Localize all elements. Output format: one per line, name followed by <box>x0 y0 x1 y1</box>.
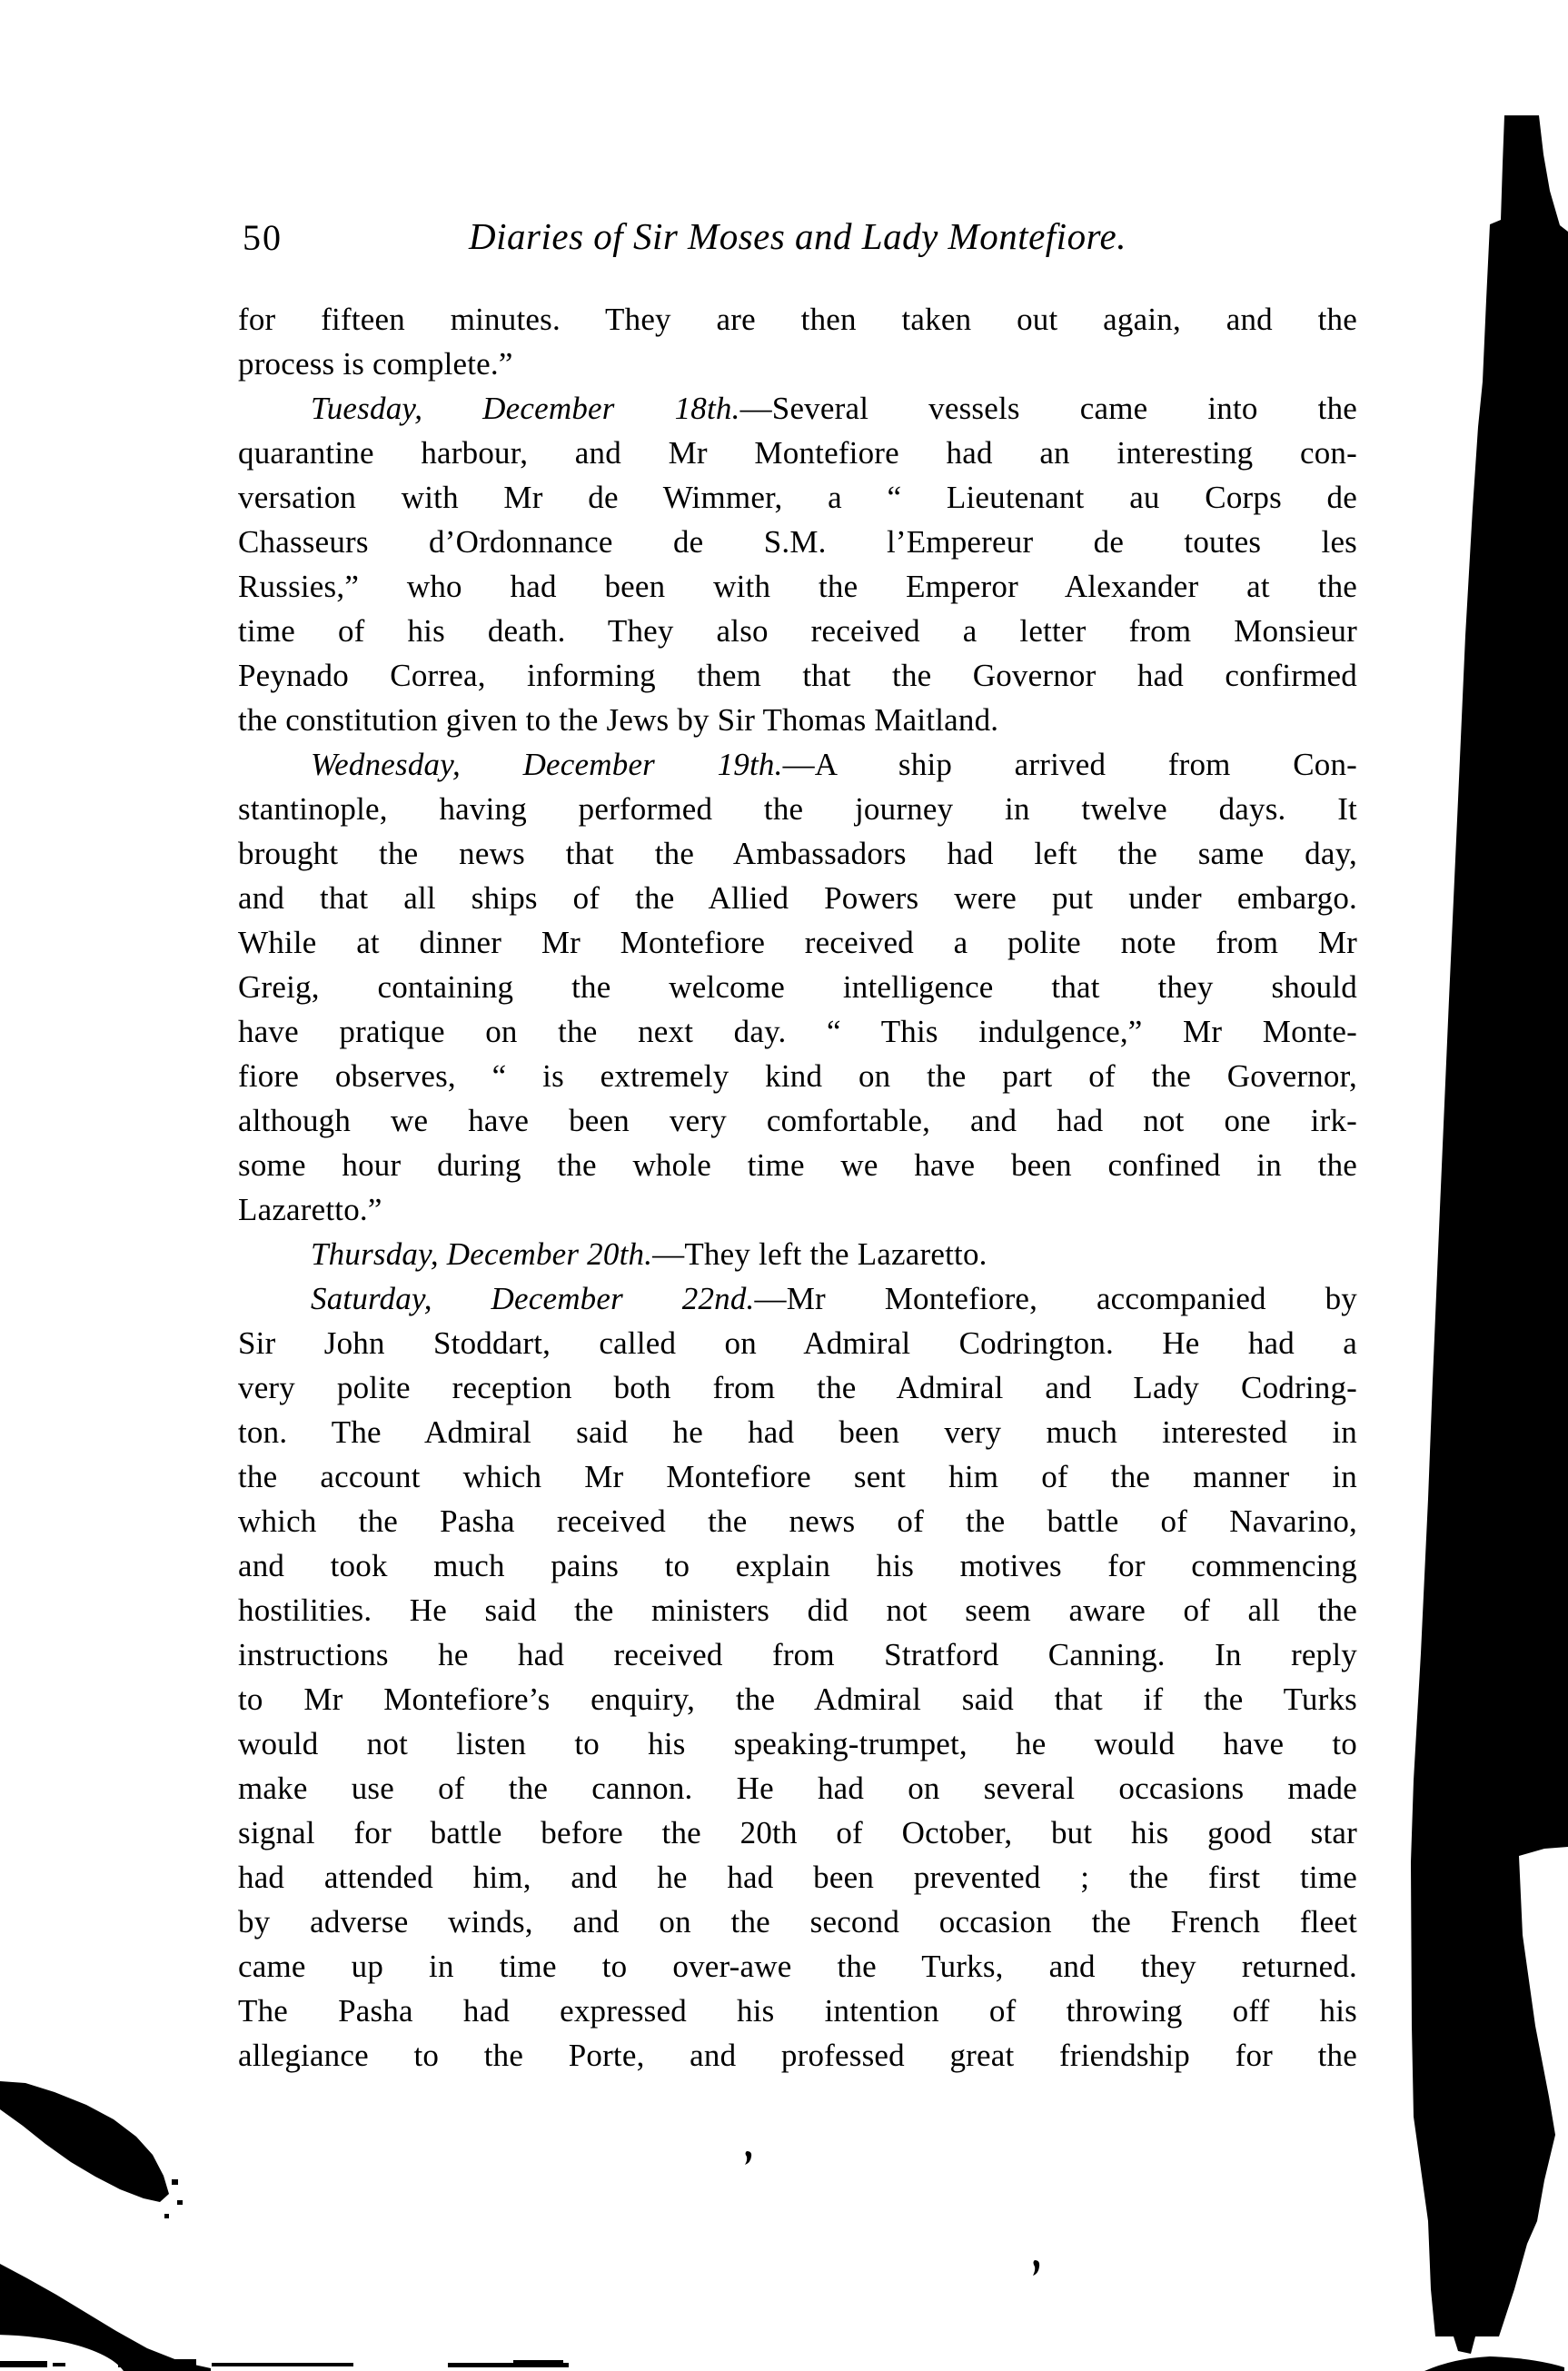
text-line: brought the news that the Ambassadors had left the same day, <box>238 836 1357 871</box>
scan-artifact-speck <box>164 2214 169 2218</box>
text-line: make use of the cannon. He had on several occasions made <box>238 1771 1357 1806</box>
scan-artifact-apostrophe-speck <box>1033 2260 1039 2276</box>
date-lead: Wednesday, December 19th. <box>311 747 783 782</box>
text-line: allegiance to the Porte, and professed great friendship for the <box>238 2038 1357 2073</box>
text-line: some hour during the whole time we have been confined in the <box>238 1147 1357 1183</box>
text-line: would not listen to his speaking-trumpet, he would have to <box>238 1726 1357 1761</box>
scan-artifact-white-arc <box>0 2335 127 2371</box>
text-line: time of his death. They also received a letter from Monsieur <box>238 613 1357 649</box>
scan-artifact-comma-speck <box>745 2151 751 2165</box>
text-line: Russies,” who had been with the Emperor Alexander at the <box>238 569 1357 604</box>
running-title: Diaries of Sir Moses and Lady Montefiore. <box>469 215 1126 257</box>
text-line: Wednesday, December 19th.—A ship arrived from Con- <box>311 747 1357 782</box>
scan-artifact-speck <box>172 2179 178 2185</box>
scan-artifact-dash <box>448 2363 569 2367</box>
page-number: 50 <box>243 217 283 258</box>
text-line: Sir John Stoddart, called on Admiral Codrington. He had a <box>238 1325 1357 1361</box>
text-line: came up in time to over-awe the Turks, and they returned. <box>238 1949 1357 1984</box>
text-line: although we have been very comfortable, and had not one irk- <box>238 1103 1357 1138</box>
text-line: very polite reception both from the Admiral and Lady Codring- <box>238 1370 1357 1405</box>
scan-artifact-speck <box>177 2200 183 2205</box>
text-line: fiore observes, “ is extremely kind on the part of the Governor, <box>238 1058 1357 1094</box>
text-line: have pratique on the next day. “ This indulgence,” Mr Monte- <box>238 1014 1357 1049</box>
scan-artifact-smudge-lower <box>0 2264 211 2371</box>
text-line: Greig, containing the welcome intelligence that they should <box>238 969 1357 1005</box>
text-line: which the Pasha received the news of the battle of Navarino, <box>238 1503 1357 1539</box>
text-block <box>238 297 1357 2078</box>
text-line: the constitution given to the Jews by Sir Thomas Maitland. <box>238 702 999 738</box>
text-line: signal for battle before the 20th of October, but his good star <box>238 1815 1357 1850</box>
scan-artifact-smudge-upper <box>0 2081 169 2202</box>
text-line: Peynado Correa, informing them that the Governor had confirmed <box>238 658 1357 693</box>
date-lead: Tuesday, December 18th. <box>311 391 740 426</box>
text-line: The Pasha had expressed his intention of throwing off his <box>238 1993 1357 2029</box>
date-lead: Thursday, December 20th. <box>311 1236 653 1272</box>
text-line: While at dinner Mr Montefiore received a polite note from Mr <box>238 925 1357 960</box>
scan-artifact-dash <box>53 2363 65 2366</box>
date-lead: Saturday, December 22nd. <box>311 1281 755 1316</box>
scan-artifact-dash <box>0 2361 47 2367</box>
text-line: process is complete.” <box>238 346 513 382</box>
text-line: and took much pains to explain his motives for commencing <box>238 1548 1357 1583</box>
text-line: stantinople, having performed the journey in twelve days. It <box>238 791 1357 827</box>
text-line: Lazaretto.” <box>238 1192 382 1227</box>
scan-artifact-right-blob-tail <box>1454 2336 1475 2354</box>
text-line: Saturday, December 22nd.—Mr Montefiore, accompanied by <box>311 1281 1357 1316</box>
scan-artifact-dash <box>118 2359 196 2367</box>
text-line: the account which Mr Montefiore sent him of the manner in <box>238 1459 1357 1494</box>
text-line: ton. The Admiral said he had been very much interested in <box>238 1414 1357 1450</box>
scan-artifact-bottom-right-hill <box>1424 2356 1564 2371</box>
text-line: to Mr Montefiore’s enquiry, the Admiral said that if the Turks <box>238 1682 1357 1717</box>
running-head <box>238 214 1357 262</box>
scan-artifact-dash <box>513 2360 563 2367</box>
text-line: versation with Mr de Wimmer, a “ Lieutenant au Corps de <box>238 480 1357 515</box>
text-line: quarantine harbour, and Mr Montefiore had an interesting con- <box>238 435 1357 471</box>
text-line: had attended him, and he had been prevented ; the first time <box>238 1860 1357 1895</box>
text-line: and that all ships of the Allied Powers were put under embargo. <box>238 880 1357 916</box>
text-line: for fifteen minutes. They are then taken out again, and the <box>238 302 1357 337</box>
text-line: Tuesday, December 18th.—Several vessels came into the <box>311 391 1357 426</box>
scan-artifact-right-blob <box>1411 115 1568 2336</box>
text-line: Thursday, December 20th.—They left the Lazaretto. <box>311 1236 987 1272</box>
text-line: hostilities. He said the ministers did not seem aware of all the <box>238 1592 1357 1628</box>
text-line: Chasseurs d’Ordonnance de S.M. l’Empereur de toutes les <box>238 524 1357 560</box>
text-line: instructions he had received from Stratford Canning. In reply <box>238 1637 1357 1672</box>
scan-artifact-dash <box>212 2363 353 2366</box>
text-line: by adverse winds, and on the second occasion the French fleet <box>238 1904 1357 1939</box>
